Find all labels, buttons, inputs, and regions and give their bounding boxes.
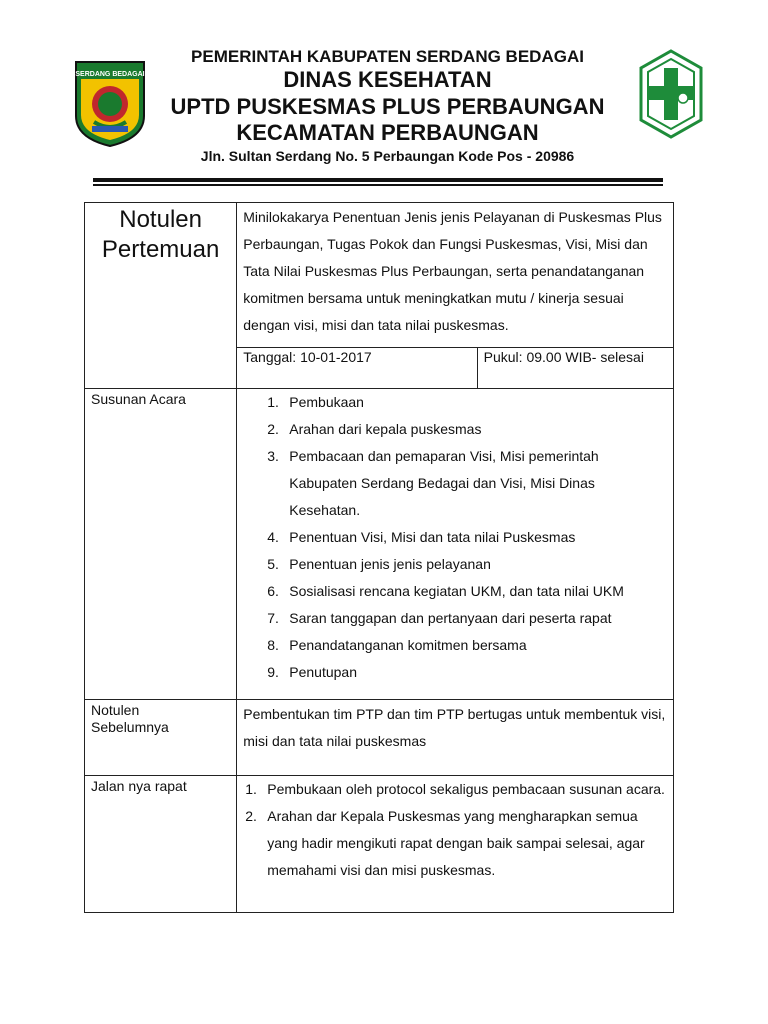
document-title-line1: Notulen [119, 206, 202, 233]
list-item [267, 416, 667, 443]
list-item-text: Saran tanggapan dan pertanyaan dari peserta rapat [289, 610, 612, 626]
header-rule-thick [93, 178, 663, 182]
header-rule-thin [93, 184, 663, 186]
document-title-line2: Pertemuan [101, 236, 220, 263]
meeting-date: Tanggal: 10-01-2017 [237, 348, 477, 389]
agenda-row [85, 389, 674, 700]
agenda-label: Susunan Acara [85, 389, 237, 700]
list-item [245, 776, 667, 803]
list-item-text: Pembukaan oleh protocol sekaligus pembacaan susunan acara. [267, 781, 665, 797]
previous-minutes-label [85, 700, 237, 776]
meeting-time: Pukul: 09.00 WIB- selesai [477, 348, 673, 389]
list-item-number: 1. [267, 394, 279, 410]
document-title [85, 203, 237, 389]
previous-minutes-text: Pembentukan tim PTP dan tim PTP bertugas untuk membentuk visi, misi dan tata nilai puskesmas [237, 700, 674, 776]
district-name: KECAMATAN PERBAUNGAN [236, 120, 539, 145]
list-item [267, 632, 667, 659]
list-item-text: Penandatanganan komitmen bersama [289, 637, 527, 653]
agenda-cell [237, 389, 674, 700]
list-item-number: 4. [267, 529, 279, 545]
list-item-number: 3. [267, 448, 279, 464]
list-item [267, 659, 667, 686]
list-item-number: 2. [267, 421, 279, 437]
proceedings-row [85, 776, 674, 913]
list-item-text: Penutupan [289, 664, 357, 680]
list-item-number: 6. [267, 583, 279, 599]
address: Jln. Sultan Serdang No. 5 Perbaungan Kode Pos - 20986 [200, 148, 575, 164]
list-item [267, 605, 667, 632]
list-item [267, 443, 667, 524]
proceedings-label: Jalan nya rapat [85, 776, 237, 913]
meeting-subject: Minilokakarya Penentuan Jenis jenis Pelayanan di Puskesmas Plus Perbaungan, Tugas Pokok dan Fungsi Puskesmas, Visi, Misi dan Tata Nilai Puskesmas Plus Perbaungan, serta penandatanganan komitmen bersama untuk meningkatkan mutu / kinerja sesuai dengan visi, misi dan tata nilai puskesmas. [237, 203, 674, 348]
list-item-text: Arahan dar Kepala Puskesmas yang mengharapkan semua yang hadir mengikuti rapat dengan baik sampai selesai, agar memahami visi dan misi puskesmas. [267, 808, 645, 878]
list-item-number: 5. [267, 556, 279, 572]
list-item-text: Pembukaan [289, 394, 364, 410]
puskesmas-cross-icon [637, 48, 705, 140]
letterhead [0, 0, 768, 190]
list-item-text: Pembacaan dan pemaparan Visi, Misi pemerintah Kabupaten Serdang Bedagai dan Visi, Misi Dinas Kesehatan. [289, 448, 599, 518]
list-item [267, 389, 667, 416]
list-item [267, 551, 667, 578]
title-row [85, 203, 674, 348]
government-name: PEMERINTAH KABUPATEN SERDANG BEDAGAI [191, 47, 584, 66]
list-item-text: Sosialisasi rencana kegiatan UKM, dan tata nilai UKM [289, 583, 624, 599]
list-item-number: 7. [267, 610, 279, 626]
agency-name: DINAS KESEHATAN [283, 67, 492, 92]
proceedings-list [237, 776, 673, 888]
list-item [267, 578, 667, 605]
previous-minutes-row [85, 700, 674, 776]
list-item-text: Arahan dari kepala puskesmas [289, 421, 482, 437]
list-item-text: Penentuan Visi, Misi dan tata nilai Puskesmas [289, 529, 576, 545]
list-item-number: 1. [245, 781, 257, 797]
list-item-number: 8. [267, 637, 279, 653]
list-item [245, 803, 667, 884]
list-item [267, 524, 667, 551]
agenda-list [237, 389, 673, 698]
regency-crest-icon [72, 58, 148, 148]
minutes-table [84, 202, 674, 913]
list-item-number: 9. [267, 664, 279, 680]
previous-label-line2: Sebelumnya [91, 719, 169, 735]
list-item-number: 2. [245, 808, 257, 824]
unit-name: UPTD PUSKESMAS PLUS PERBAUNGAN [170, 94, 605, 119]
proceedings-cell [237, 776, 674, 913]
crest-banner-text: SERDANG BEDAGAI [75, 71, 145, 78]
previous-label-line1: Notulen [91, 702, 140, 718]
list-item-text: Penentuan jenis jenis pelayanan [289, 556, 491, 572]
